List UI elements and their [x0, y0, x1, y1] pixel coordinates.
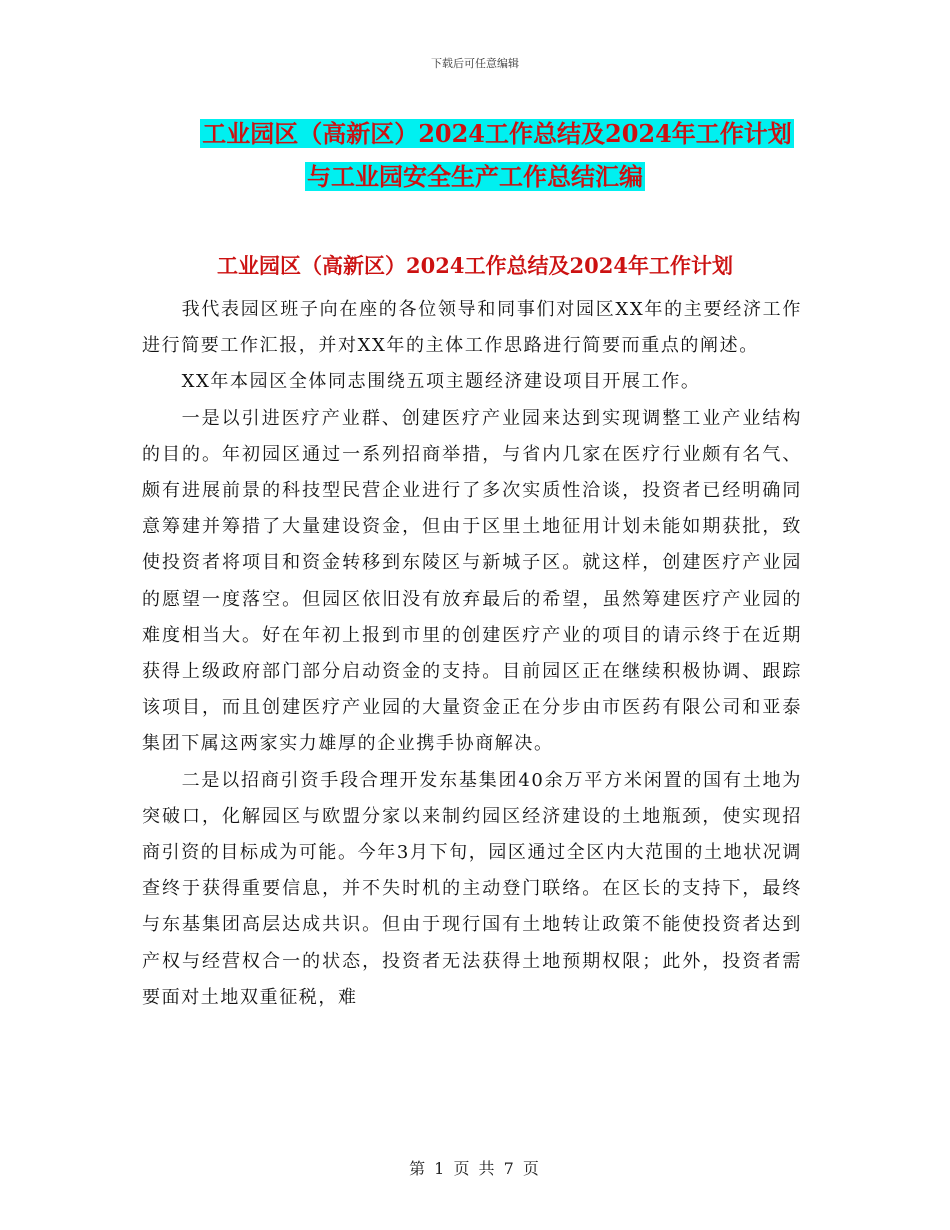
paragraph: 二是以招商引资手段合理开发东基集团40余万平方米闲置的国有土地为突破口，化解园区与欧盟分家以来制约园区经济建设的土地瓶颈，使实现招商引资的目标成为可能。今年3月下旬，园区通过全区内大范围的土地状况调查终于获得重要信息，并不失时机的主动登门联络。在区长的支持下，最终与东基集团高层达成共识。但由于现行国有土地转让政策不能使投资者达到产权与经营权合一的状态，投资者无法获得土地预期权限；此外，投资者需要面对土地双重征税，难	[142, 769, 802, 1008]
document-title-line-2	[0, 157, 950, 192]
header-note: 下载后可任意编辑	[431, 57, 519, 70]
paragraph: XX年本园区全体同志围绕五项主题经济建设项目开展工作。	[181, 371, 701, 393]
page-number: 第 1 页 共 7 页	[409, 1159, 541, 1178]
document-body	[142, 292, 802, 1016]
document-title-line-2-text: 与工业园安全生产工作总结汇编	[307, 162, 643, 191]
document-title-line-1	[22, 114, 950, 149]
paragraph: 一是以引进医疗产业群、创建医疗产业园来达到实现调整工业产业结构的目的。年初园区通过一系列招商举措，与省内几家在医疗行业颇有名气、颇有进展前景的科技型民营企业进行了多次实质性洽谈，投资者已经明确同意筹建并筹措了大量建设资金，但由于区里土地征用计划未能如期获批，致使投资者将项目和资金转移到东陵区与新城子区。就这样，创建医疗产业园的愿望一度落空。但园区依旧没有放弃最后的希望，虽然筹建医疗产业园的难度相当大。好在年初上报到市里的创建医疗产业的项目的请示终于在近期获得上级政府部门部分启动资金的支持。目前园区正在继续积极协调、跟踪该项目，而且创建医疗产业园的大量资金正在分步由市医药有限公司和亚泰集团下属这两家实力雄厚的企业携手协商解决。	[142, 407, 802, 755]
paragraph: 我代表园区班子向在座的各位领导和同事们对园区XX年的主要经济工作进行简要工作汇报，并对XX年的主体工作思路进行简要而重点的阐述。	[142, 299, 802, 357]
document-title-line-1-text: 工业园区（高新区）2024工作总结及2024年工作计划	[202, 119, 792, 148]
section-title: 工业园区（高新区）2024工作总结及2024年工作计划	[217, 253, 733, 278]
